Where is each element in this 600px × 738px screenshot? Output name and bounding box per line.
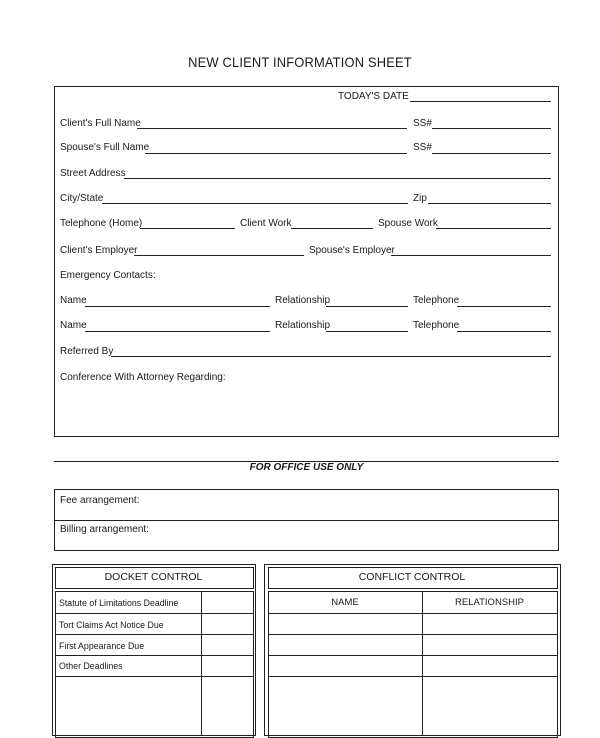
docket-date-cell[interactable] (203, 636, 251, 654)
telephone-home-label: Telephone (Home) (60, 218, 143, 229)
docket-row-label: Tort Claims Act Notice Due (59, 620, 164, 630)
emergency-telephone-2-label: Telephone (413, 320, 460, 331)
emergency-name-1-field[interactable] (85, 306, 270, 307)
spouse-employer-label: Spouse's Employer (309, 245, 395, 256)
page-title: NEW CLIENT INFORMATION SHEET (188, 54, 412, 70)
docket-row-label: First Appearance Due (59, 641, 145, 651)
spouse-full-name-label: Spouse's Full Name (60, 142, 150, 153)
docket-row-line-4 (55, 676, 253, 677)
client-full-name-label: Client's Full Name (60, 118, 141, 129)
client-info-box (54, 86, 559, 437)
emergency-telephone-1-label: Telephone (413, 295, 460, 306)
arrangement-divider (55, 520, 558, 521)
conflict-row-line-2 (268, 634, 557, 635)
emergency-name-2-label: Name (60, 320, 87, 331)
emergency-relationship-2-field[interactable] (326, 331, 408, 332)
docket-row-line-2 (55, 634, 253, 635)
emergency-relationship-1-label: Relationship (275, 295, 331, 306)
emergency-relationship-2-label: Relationship (275, 320, 331, 331)
conflict-name-cell[interactable] (270, 615, 421, 633)
todays-date-field[interactable] (410, 101, 551, 102)
conference-label: Conference With Attorney Regarding: (60, 372, 226, 383)
emergency-telephone-2-field[interactable] (457, 331, 551, 332)
emergency-name-1-label: Name (60, 295, 87, 306)
spouse-ss-field[interactable] (432, 153, 551, 154)
street-address-label: Street Address (60, 168, 126, 179)
client-full-name-field[interactable] (137, 128, 407, 129)
telephone-home-field[interactable] (140, 228, 235, 229)
spouse-work-field[interactable] (436, 228, 551, 229)
client-work-label: Client Work (240, 218, 292, 229)
referred-by-label: Referred By (60, 346, 114, 357)
conflict-row-line-1 (268, 613, 557, 614)
docket-row-label: Other Deadlines (59, 661, 123, 671)
conflict-name-cell[interactable] (270, 657, 421, 675)
conflict-name-header: NAME (331, 597, 359, 608)
client-work-field[interactable] (291, 228, 373, 229)
conflict-relationship-cell[interactable] (424, 636, 555, 654)
zip-label: Zip (413, 193, 427, 204)
emergency-relationship-1-field[interactable] (326, 306, 408, 307)
city-state-label: City/State (60, 193, 104, 204)
conflict-relationship-cell[interactable] (424, 657, 555, 675)
spouse-work-label: Spouse Work (378, 218, 438, 229)
docket-date-cell[interactable] (203, 657, 251, 675)
spouse-employer-field[interactable] (391, 255, 551, 256)
billing-arrangement-label: Billing arrangement: (60, 524, 149, 535)
docket-control-heading: DOCKET CONTROL (104, 571, 203, 583)
fee-arrangement-label: Fee arrangement: (60, 495, 140, 506)
client-ss-field[interactable] (432, 128, 551, 129)
docket-row-line-3 (55, 655, 253, 656)
city-state-field[interactable] (102, 203, 408, 204)
fee-arrangement-field[interactable] (150, 492, 554, 518)
conflict-relationship-cell[interactable] (424, 615, 555, 633)
conflict-name-cell[interactable] (270, 636, 421, 654)
spouse-ss-label: SS# (413, 142, 432, 153)
client-employer-field[interactable] (134, 255, 304, 256)
client-employer-label: Client's Employer (60, 245, 138, 256)
emergency-telephone-1-field[interactable] (457, 306, 551, 307)
office-use-heading: FOR OFFICE USE ONLY (249, 462, 364, 473)
conference-notes-area[interactable] (58, 388, 553, 432)
billing-arrangement-field[interactable] (160, 522, 554, 547)
docket-date-cell[interactable] (203, 593, 251, 612)
conflict-relationship-header: RELATIONSHIP (455, 597, 524, 608)
emergency-name-2-field[interactable] (85, 331, 270, 332)
docket-date-cell[interactable] (203, 615, 251, 633)
emergency-contacts-label: Emergency Contacts: (60, 270, 156, 281)
todays-date-label: TODAY'S DATE (338, 91, 409, 102)
conflict-row-line-3 (268, 655, 557, 656)
spouse-full-name-field[interactable] (145, 153, 407, 154)
docket-row-label: Statute of Limitations Deadline (59, 598, 179, 608)
docket-row-line-1 (55, 613, 253, 614)
conflict-row-line-4 (268, 676, 557, 677)
conflict-control-heading: CONFLICT CONTROL (358, 571, 466, 583)
street-address-field[interactable] (124, 178, 551, 179)
zip-field[interactable] (428, 203, 551, 204)
referred-by-field[interactable] (111, 356, 551, 357)
client-ss-label: SS# (413, 118, 432, 129)
